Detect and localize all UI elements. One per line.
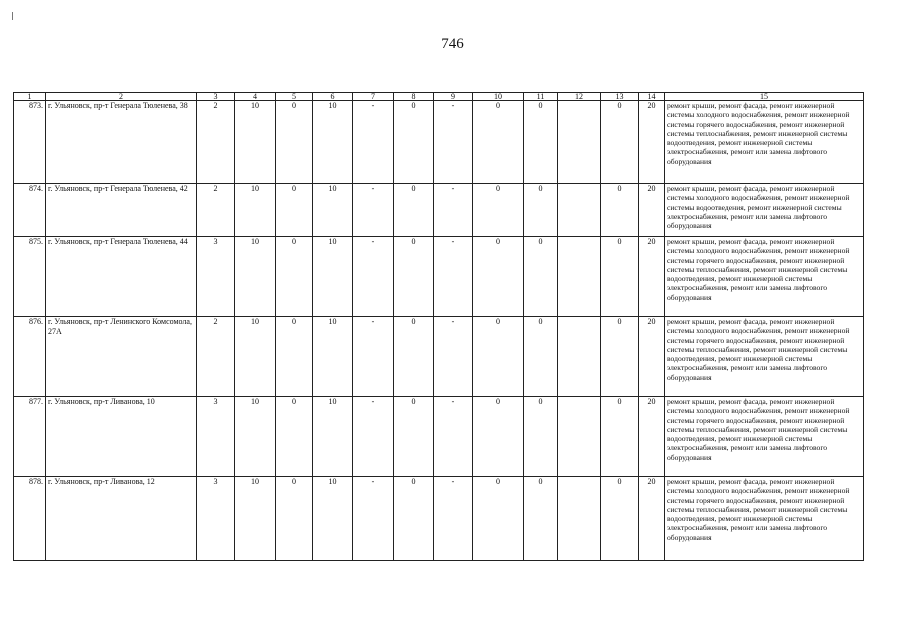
address-cell: г. Ульяновск, пр-т Генерала Тюленева, 42	[46, 184, 197, 237]
cell-col10: 0	[473, 477, 524, 561]
cell-col14: 20	[639, 237, 665, 317]
cell-col5: 0	[276, 101, 313, 184]
cell-col11: 0	[524, 237, 558, 317]
row-number: 878.	[14, 477, 46, 561]
table-row	[14, 237, 864, 317]
cell-col14: 20	[639, 317, 665, 397]
cell-col12	[558, 397, 601, 477]
works-list-cell: ремонт крыши, ремонт фасада, ремонт инженерной системы холодного водоснабжения, ремонт инженерной системы горячего водоснабжения, ремонт инженерной системы теплоснабжения, ремонт инженерной системы водоотведения, ремонт инженерной системы электроснабжения, ремонт или замена лифтового оборудования	[665, 317, 864, 397]
col-header: 10	[473, 93, 524, 101]
cell-col11: 0	[524, 184, 558, 237]
cell-col3: 2	[197, 317, 235, 397]
cell-col4: 10	[235, 317, 276, 397]
address-cell: г. Ульяновск, пр-т Ливанова, 10	[46, 397, 197, 477]
page-number: 746	[441, 36, 464, 52]
cell-col12	[558, 237, 601, 317]
cell-col14: 20	[639, 477, 665, 561]
table-row	[14, 101, 864, 184]
col-header: 7	[353, 93, 394, 101]
cell-col7: -	[353, 477, 394, 561]
cell-col12	[558, 101, 601, 184]
table-row	[14, 477, 864, 561]
cell-col9: -	[434, 101, 473, 184]
cell-col13: 0	[601, 397, 639, 477]
cell-col9: -	[434, 477, 473, 561]
col-header: 12	[558, 93, 601, 101]
row-number: 873.	[14, 101, 46, 184]
col-header: 14	[639, 93, 665, 101]
cell-col9: -	[434, 184, 473, 237]
cell-col5: 0	[276, 317, 313, 397]
works-list-cell: ремонт крыши, ремонт фасада, ремонт инженерной системы холодного водоснабжения, ремонт инженерной системы горячего водоснабжения, ремонт инженерной системы теплоснабжения, ремонт инженерной системы водоотведения, ремонт инженерной системы электроснабжения, ремонт или замена лифтового оборудования	[665, 101, 864, 184]
cell-col12	[558, 477, 601, 561]
row-number: 874.	[14, 184, 46, 237]
cell-col8: 0	[394, 237, 434, 317]
table-body	[14, 93, 864, 561]
cell-col6: 10	[313, 237, 353, 317]
cell-col4: 10	[235, 237, 276, 317]
cell-col9: -	[434, 317, 473, 397]
repair-schedule-table	[13, 92, 864, 561]
cell-col5: 0	[276, 237, 313, 317]
cell-col14: 20	[639, 101, 665, 184]
works-list-cell: ремонт крыши, ремонт фасада, ремонт инженерной системы холодного водоснабжения, ремонт инженерной системы водоотведения, ремонт инженерной системы электроснабжения, ремонт или замена лифтового оборудования	[665, 184, 864, 237]
cell-col3: 3	[197, 477, 235, 561]
row-number: 877.	[14, 397, 46, 477]
table-row	[14, 184, 864, 237]
cell-col3: 3	[197, 397, 235, 477]
cell-col4: 10	[235, 101, 276, 184]
cell-col11: 0	[524, 317, 558, 397]
col-header: 6	[313, 93, 353, 101]
table-row	[14, 397, 864, 477]
address-cell: г. Ульяновск, пр-т Ливанова, 12	[46, 477, 197, 561]
col-header: 1	[14, 93, 46, 101]
cell-col13: 0	[601, 101, 639, 184]
cell-col10: 0	[473, 184, 524, 237]
scan-mark	[12, 12, 13, 20]
cell-col9: -	[434, 397, 473, 477]
cell-col8: 0	[394, 397, 434, 477]
cell-col5: 0	[276, 477, 313, 561]
cell-col4: 10	[235, 397, 276, 477]
cell-col10: 0	[473, 397, 524, 477]
works-list-cell: ремонт крыши, ремонт фасада, ремонт инженерной системы холодного водоснабжения, ремонт инженерной системы горячего водоснабжения, ремонт инженерной системы теплоснабжения, ремонт инженерной системы водоотведения, ремонт инженерной системы электроснабжения, ремонт или замена лифтового оборудования	[665, 397, 864, 477]
cell-col8: 0	[394, 317, 434, 397]
cell-col7: -	[353, 184, 394, 237]
cell-col8: 0	[394, 477, 434, 561]
cell-col4: 10	[235, 477, 276, 561]
cell-col10: 0	[473, 317, 524, 397]
cell-col7: -	[353, 317, 394, 397]
address-cell: г. Ульяновск, пр-т Ленинского Комсомола, 27А	[46, 317, 197, 397]
cell-col13: 0	[601, 317, 639, 397]
col-header: 5	[276, 93, 313, 101]
row-number: 876.	[14, 317, 46, 397]
cell-col4: 10	[235, 184, 276, 237]
cell-col5: 0	[276, 184, 313, 237]
cell-col3: 2	[197, 101, 235, 184]
cell-col13: 0	[601, 184, 639, 237]
table-row	[14, 317, 864, 397]
cell-col12	[558, 317, 601, 397]
cell-col5: 0	[276, 397, 313, 477]
cell-col6: 10	[313, 101, 353, 184]
col-header: 8	[394, 93, 434, 101]
cell-col13: 0	[601, 477, 639, 561]
cell-col10: 0	[473, 101, 524, 184]
cell-col9: -	[434, 237, 473, 317]
col-header: 3	[197, 93, 235, 101]
cell-col3: 3	[197, 237, 235, 317]
column-number-row	[14, 93, 864, 101]
cell-col11: 0	[524, 397, 558, 477]
col-header: 11	[524, 93, 558, 101]
cell-col6: 10	[313, 477, 353, 561]
cell-col12	[558, 184, 601, 237]
cell-col8: 0	[394, 184, 434, 237]
row-number: 875.	[14, 237, 46, 317]
address-cell: г. Ульяновск, пр-т Генерала Тюленева, 44	[46, 237, 197, 317]
col-header: 4	[235, 93, 276, 101]
cell-col6: 10	[313, 397, 353, 477]
cell-col14: 20	[639, 397, 665, 477]
cell-col6: 10	[313, 184, 353, 237]
address-cell: г. Ульяновск, пр-т Генерала Тюленева, 38	[46, 101, 197, 184]
works-list-cell: ремонт крыши, ремонт фасада, ремонт инженерной системы холодного водоснабжения, ремонт инженерной системы горячего водоснабжения, ремонт инженерной системы теплоснабжения, ремонт инженерной системы водоотведения, ремонт инженерной системы электроснабжения, ремонт или замена лифтового оборудования	[665, 477, 864, 561]
cell-col7: -	[353, 101, 394, 184]
col-header: 15	[665, 93, 864, 101]
cell-col10: 0	[473, 237, 524, 317]
works-list-cell: ремонт крыши, ремонт фасада, ремонт инженерной системы холодного водоснабжения, ремонт инженерной системы горячего водоснабжения, ремонт инженерной системы теплоснабжения, ремонт инженерной системы водоотведения, ремонт инженерной системы электроснабжения, ремонт или замена лифтового оборудования	[665, 237, 864, 317]
col-header: 9	[434, 93, 473, 101]
cell-col6: 10	[313, 317, 353, 397]
cell-col7: -	[353, 397, 394, 477]
col-header: 2	[46, 93, 197, 101]
col-header: 13	[601, 93, 639, 101]
cell-col13: 0	[601, 237, 639, 317]
cell-col8: 0	[394, 101, 434, 184]
cell-col11: 0	[524, 477, 558, 561]
cell-col14: 20	[639, 184, 665, 237]
cell-col3: 2	[197, 184, 235, 237]
cell-col7: -	[353, 237, 394, 317]
cell-col11: 0	[524, 101, 558, 184]
